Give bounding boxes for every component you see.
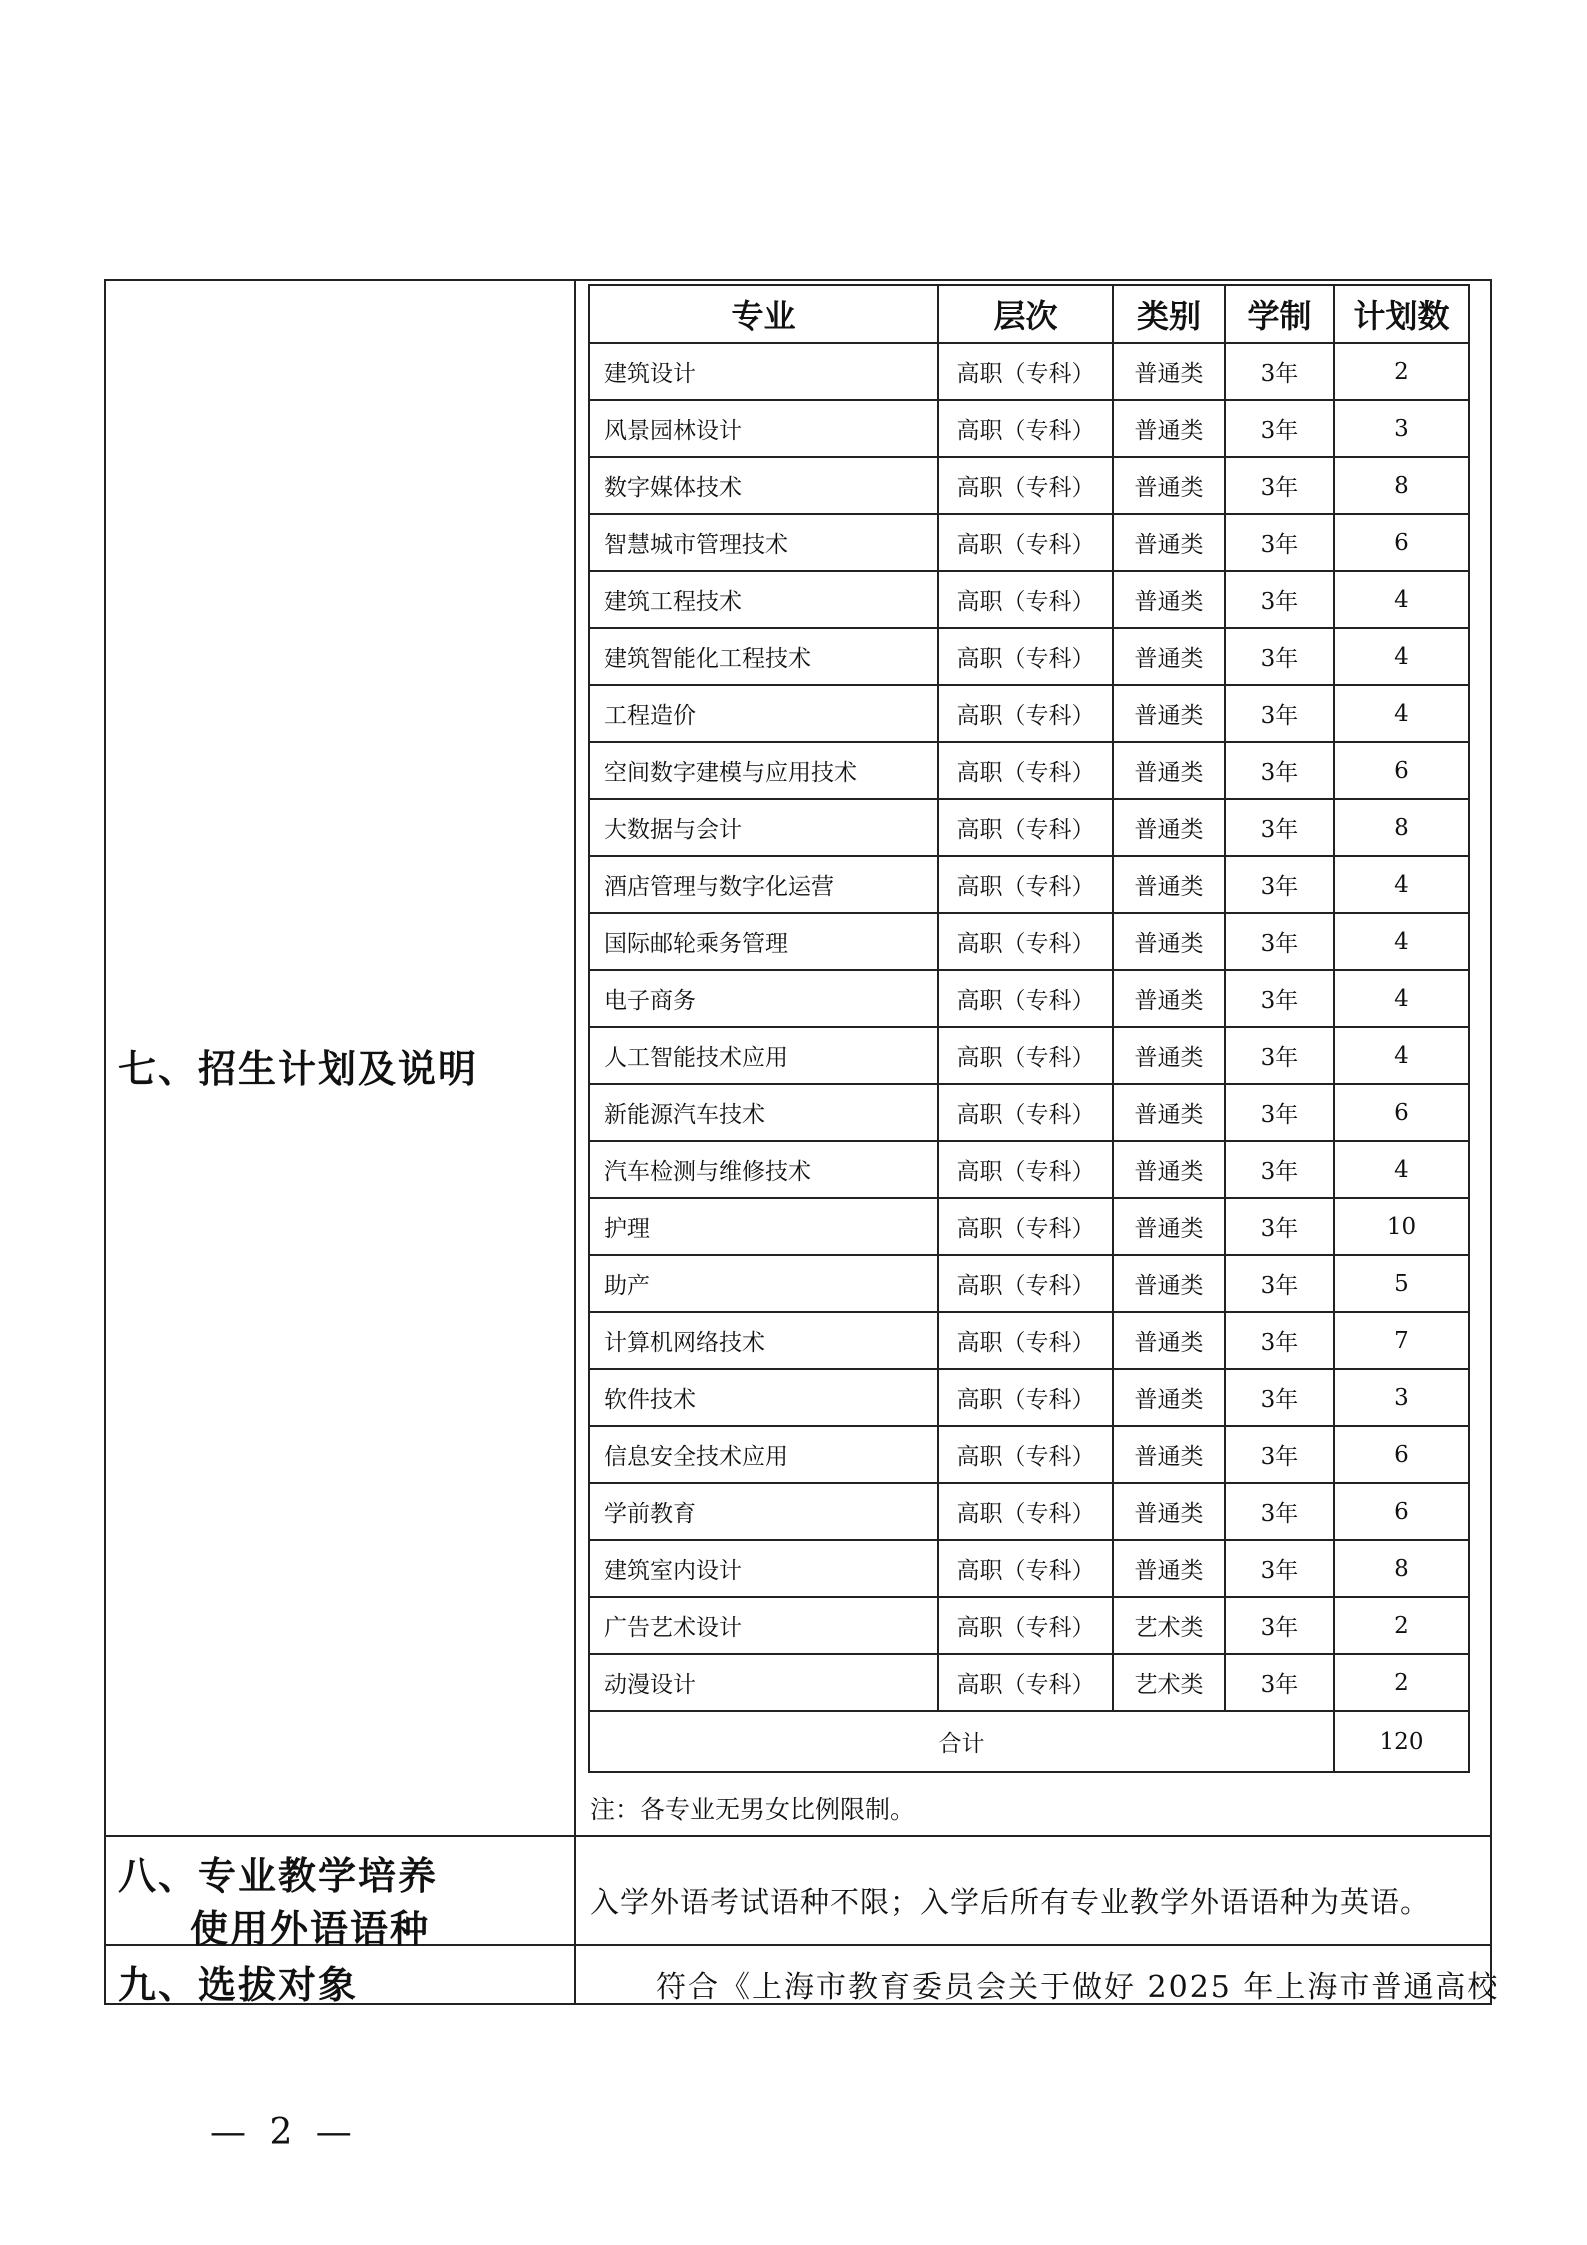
total-label: 合计 [589,1711,1334,1772]
column-divider [574,279,576,2005]
cell-plan-count: 6 [1334,1426,1469,1483]
cell-plan-count: 2 [1334,343,1469,400]
table-row [589,343,1469,400]
cell-major: 空间数字建模与应用技术 [589,742,938,799]
table-row [589,1483,1469,1540]
cell-category: 普通类 [1113,571,1225,628]
header-duration: 学制 [1225,285,1334,343]
cell-level: 高职（专科） [938,1027,1113,1084]
cell-duration: 3年 [1225,742,1334,799]
cell-plan-count: 4 [1334,1027,1469,1084]
table-row [589,856,1469,913]
cell-level: 高职（专科） [938,1483,1113,1540]
table-header-row [589,285,1469,343]
section7-note: 注：各专业无男女比例限制。 [590,1795,916,1824]
cell-major: 大数据与会计 [589,799,938,856]
cell-plan-count: 6 [1334,1483,1469,1540]
cell-major: 计算机网络技术 [589,1312,938,1369]
cell-duration: 3年 [1225,970,1334,1027]
cell-level: 高职（专科） [938,742,1113,799]
cell-category: 普通类 [1113,685,1225,742]
cell-plan-count: 3 [1334,1369,1469,1426]
cell-level: 高职（专科） [938,1198,1113,1255]
cell-duration: 3年 [1225,514,1334,571]
cell-duration: 3年 [1225,343,1334,400]
cell-duration: 3年 [1225,1369,1334,1426]
cell-plan-count: 7 [1334,1312,1469,1369]
cell-plan-count: 6 [1334,742,1469,799]
cell-category: 艺术类 [1113,1597,1225,1654]
cell-major: 建筑设计 [589,343,938,400]
cell-duration: 3年 [1225,1198,1334,1255]
row-divider-8 [104,1835,1492,1837]
cell-duration: 3年 [1225,1255,1334,1312]
cell-plan-count: 8 [1334,457,1469,514]
header-major: 专业 [589,285,938,343]
cell-duration: 3年 [1225,1540,1334,1597]
header-plan-count: 计划数 [1334,285,1469,343]
cell-plan-count: 2 [1334,1597,1469,1654]
cell-major: 建筑室内设计 [589,1540,938,1597]
cell-major: 工程造价 [589,685,938,742]
table-row [589,685,1469,742]
cell-plan-count: 8 [1334,799,1469,856]
cell-major: 人工智能技术应用 [589,1027,938,1084]
cell-duration: 3年 [1225,628,1334,685]
cell-major: 软件技术 [589,1369,938,1426]
cell-major: 数字媒体技术 [589,457,938,514]
cell-plan-count: 2 [1334,1654,1469,1711]
cell-major: 酒店管理与数字化运营 [589,856,938,913]
cell-level: 高职（专科） [938,856,1113,913]
table-row [589,1540,1469,1597]
cell-category: 普通类 [1113,457,1225,514]
cell-level: 高职（专科） [938,400,1113,457]
cell-category: 普通类 [1113,343,1225,400]
cell-major: 汽车检测与维修技术 [589,1141,938,1198]
cell-plan-count: 4 [1334,913,1469,970]
cell-category: 普通类 [1113,1540,1225,1597]
table-row [589,1654,1469,1711]
cell-major: 电子商务 [589,970,938,1027]
cell-major: 风景园林设计 [589,400,938,457]
cell-category: 普通类 [1113,742,1225,799]
table-row [589,1597,1469,1654]
cell-major: 建筑智能化工程技术 [589,628,938,685]
header-category: 类别 [1113,285,1225,343]
cell-duration: 3年 [1225,1312,1334,1369]
section9-text: 符合《上海市教育委员会关于做好 2025 年上海市普通高校 [656,1970,1500,2005]
cell-duration: 3年 [1225,457,1334,514]
table-row [589,1369,1469,1426]
cell-category: 普通类 [1113,970,1225,1027]
cell-major: 广告艺术设计 [589,1597,938,1654]
table-row [589,1312,1469,1369]
cell-level: 高职（专科） [938,1426,1113,1483]
cell-plan-count: 3 [1334,400,1469,457]
cell-category: 普通类 [1113,1483,1225,1540]
table-row [589,1141,1469,1198]
cell-category: 普通类 [1113,514,1225,571]
cell-plan-count: 6 [1334,514,1469,571]
table-row [589,457,1469,514]
cell-duration: 3年 [1225,799,1334,856]
cell-level: 高职（专科） [938,628,1113,685]
cell-category: 普通类 [1113,400,1225,457]
cell-level: 高职（专科） [938,799,1113,856]
table-row [589,514,1469,571]
cell-level: 高职（专科） [938,913,1113,970]
cell-category: 普通类 [1113,1426,1225,1483]
table-row [589,571,1469,628]
cell-level: 高职（专科） [938,1654,1113,1711]
cell-duration: 3年 [1225,1483,1334,1540]
cell-level: 高职（专科） [938,457,1113,514]
total-row [589,1711,1469,1772]
cell-duration: 3年 [1225,1027,1334,1084]
table-row [589,1027,1469,1084]
cell-level: 高职（专科） [938,571,1113,628]
cell-level: 高职（专科） [938,1255,1113,1312]
cell-category: 普通类 [1113,856,1225,913]
cell-level: 高职（专科） [938,1597,1113,1654]
table-row [589,970,1469,1027]
section8-text: 入学外语考试语种不限；入学后所有专业教学外语语种为英语。 [590,1885,1431,1919]
cell-level: 高职（专科） [938,514,1113,571]
cell-plan-count: 6 [1334,1084,1469,1141]
cell-major: 信息安全技术应用 [589,1426,938,1483]
page-number: — 2 — [210,2112,358,2153]
total-value: 120 [1334,1711,1469,1772]
cell-plan-count: 4 [1334,856,1469,913]
cell-level: 高职（专科） [938,1084,1113,1141]
section8-label-line1: 八、专业教学培养 [118,1853,439,1898]
cell-category: 普通类 [1113,1198,1225,1255]
cell-category: 普通类 [1113,1312,1225,1369]
cell-plan-count: 4 [1334,628,1469,685]
cell-duration: 3年 [1225,856,1334,913]
cell-plan-count: 4 [1334,970,1469,1027]
cell-duration: 3年 [1225,1597,1334,1654]
cell-level: 高职（专科） [938,1312,1113,1369]
cell-plan-count: 5 [1334,1255,1469,1312]
cell-duration: 3年 [1225,1141,1334,1198]
cell-category: 普通类 [1113,1141,1225,1198]
cell-category: 普通类 [1113,1027,1225,1084]
cell-plan-count: 10 [1334,1198,1469,1255]
cell-duration: 3年 [1225,400,1334,457]
cell-plan-count: 4 [1334,685,1469,742]
cell-level: 高职（专科） [938,1540,1113,1597]
cell-level: 高职（专科） [938,1141,1113,1198]
table-row [589,799,1469,856]
table-row [589,1084,1469,1141]
cell-major: 新能源汽车技术 [589,1084,938,1141]
cell-duration: 3年 [1225,685,1334,742]
header-level: 层次 [938,285,1113,343]
cell-category: 普通类 [1113,1084,1225,1141]
enrollment-plan-table [588,284,1470,1773]
section7-label: 七、招生计划及说明 [118,1046,479,1091]
cell-duration: 3年 [1225,1426,1334,1483]
cell-major: 动漫设计 [589,1654,938,1711]
table-row [589,628,1469,685]
cell-category: 艺术类 [1113,1654,1225,1711]
cell-category: 普通类 [1113,1255,1225,1312]
table-row [589,1198,1469,1255]
cell-plan-count: 4 [1334,571,1469,628]
table-row [589,742,1469,799]
cell-category: 普通类 [1113,628,1225,685]
cell-major: 智慧城市管理技术 [589,514,938,571]
table-row [589,913,1469,970]
cell-major: 助产 [589,1255,938,1312]
cell-major: 建筑工程技术 [589,571,938,628]
table-row [589,1255,1469,1312]
cell-level: 高职（专科） [938,343,1113,400]
cell-plan-count: 4 [1334,1141,1469,1198]
cell-major: 学前教育 [589,1483,938,1540]
cell-level: 高职（专科） [938,970,1113,1027]
cell-duration: 3年 [1225,1654,1334,1711]
cell-category: 普通类 [1113,1369,1225,1426]
cell-plan-count: 8 [1334,1540,1469,1597]
cell-level: 高职（专科） [938,1369,1113,1426]
cell-category: 普通类 [1113,913,1225,970]
cell-duration: 3年 [1225,571,1334,628]
table-row [589,1426,1469,1483]
section9-label: 九、选拔对象 [118,1962,359,2007]
cell-major: 护理 [589,1198,938,1255]
cell-level: 高职（专科） [938,685,1113,742]
cell-category: 普通类 [1113,799,1225,856]
cell-duration: 3年 [1225,1084,1334,1141]
table-row [589,400,1469,457]
cell-major: 国际邮轮乘务管理 [589,913,938,970]
section8-label-line2: 使用外语语种 [190,1906,431,1951]
cell-duration: 3年 [1225,913,1334,970]
